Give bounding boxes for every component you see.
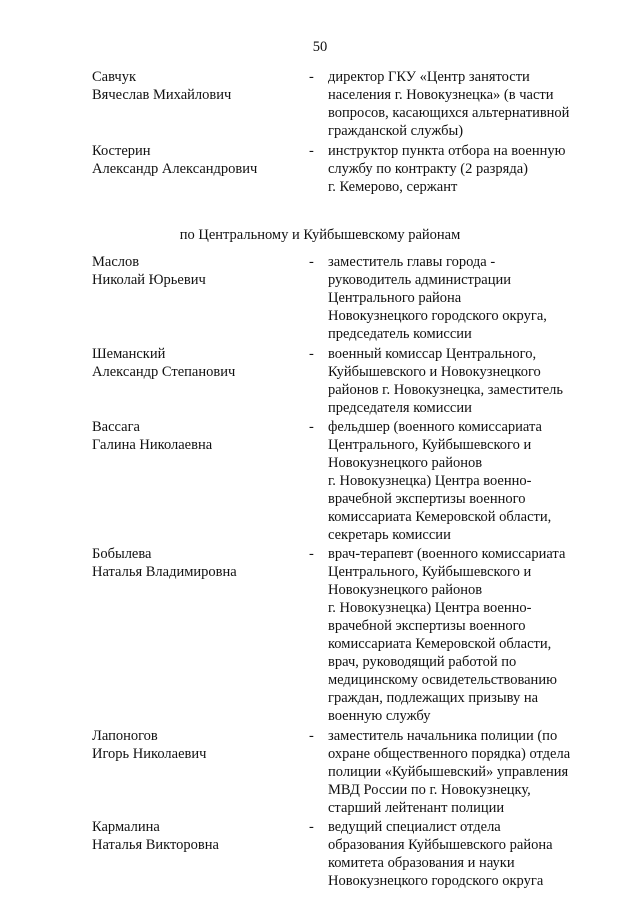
role-line: Новокузнецкого городского округа, <box>328 308 547 324</box>
member-surname: Шеманский <box>92 346 166 362</box>
role-line: МВД России по г. Новокузнецку, <box>328 782 531 798</box>
member-role <box>328 727 608 817</box>
member-given-names: Александр Александрович <box>92 161 258 177</box>
member-name <box>92 545 292 581</box>
role-line: Новокузнецкого районов <box>328 582 483 598</box>
separator-dash: - <box>309 254 314 270</box>
role-line: секретарь комиссии <box>328 527 451 543</box>
member-name <box>92 253 292 289</box>
member-given-names: Наталья Викторовна <box>92 837 219 853</box>
role-line: Центрального района <box>328 290 462 306</box>
role-line: населения г. Новокузнецка» (в части <box>328 87 554 103</box>
member-role <box>328 68 608 140</box>
member-name <box>92 727 292 763</box>
role-line: г. Кемерово, сержант <box>328 179 458 195</box>
member-given-names: Николай Юрьевич <box>92 272 206 288</box>
separator-dash: - <box>309 819 314 835</box>
role-line: образования Куйбышевского района <box>328 837 553 853</box>
role-line: врач-терапевт (военного комиссариата <box>328 546 566 562</box>
member-role <box>328 545 608 725</box>
role-line: комиссариата Кемеровской области, <box>328 509 552 525</box>
member-role <box>328 345 608 417</box>
member-name <box>92 345 292 381</box>
separator-dash: - <box>309 346 314 362</box>
member-role <box>328 418 608 544</box>
role-line: комитета образования и науки <box>328 855 515 871</box>
role-line: инструктор пункта отбора на военную <box>328 143 566 159</box>
member-surname: Лапоногов <box>92 728 158 744</box>
role-line: службу по контракту (2 разряда) <box>328 161 528 177</box>
role-line: вопросов, касающихся альтернативной <box>328 105 570 121</box>
role-line: председателя комиссии <box>328 400 472 416</box>
member-surname: Костерин <box>92 143 151 159</box>
separator-dash: - <box>309 728 314 744</box>
role-line: г. Новокузнецка) Центра военно- <box>328 600 532 616</box>
section-heading: по Центральному и Куйбышевскому районам <box>179 227 461 243</box>
role-line: заместитель начальника полиции (по <box>328 728 558 744</box>
page-number: 50 <box>312 39 328 55</box>
member-name <box>92 818 292 854</box>
role-line: председатель комиссии <box>328 326 472 342</box>
role-line: охране общественного порядка) отдела <box>328 746 571 762</box>
role-line: полиции «Куйбышевский» управления <box>328 764 569 780</box>
member-given-names: Вячеслав Михайлович <box>92 87 232 103</box>
role-line: Новокузнецкого районов <box>328 455 483 471</box>
role-line: Новокузнецкого городского округа <box>328 873 544 889</box>
role-line: военный комиссар Центрального, <box>328 346 537 362</box>
separator-dash: - <box>309 69 314 85</box>
member-given-names: Галина Николаевна <box>92 437 213 453</box>
role-line: фельдшер (военного комиссариата <box>328 419 542 435</box>
member-role <box>328 818 608 890</box>
member-surname: Бобылева <box>92 546 152 562</box>
role-line: руководитель администрации <box>328 272 512 288</box>
role-line: районов г. Новокузнецка, заместитель <box>328 382 564 398</box>
role-line: Центрального, Куйбышевского и <box>328 437 532 453</box>
role-line: заместитель главы города - <box>328 254 496 270</box>
member-surname: Маслов <box>92 254 140 270</box>
member-surname: Кармалина <box>92 819 160 835</box>
member-name <box>92 142 292 178</box>
member-role <box>328 253 608 343</box>
member-given-names: Наталья Владимировна <box>92 564 237 580</box>
role-line: ведущий специалист отдела <box>328 819 501 835</box>
member-role <box>328 142 608 196</box>
member-name <box>92 418 292 454</box>
role-line: старший лейтенант полиции <box>328 800 505 816</box>
role-line: военную службу <box>328 708 431 724</box>
role-line: г. Новокузнецка) Центра военно- <box>328 473 532 489</box>
separator-dash: - <box>309 143 314 159</box>
separator-dash: - <box>309 546 314 562</box>
role-line: Центрального, Куйбышевского и <box>328 564 532 580</box>
separator-dash: - <box>309 419 314 435</box>
member-name <box>92 68 292 104</box>
role-line: медицинскому освидетельствованию <box>328 672 557 688</box>
role-line: директор ГКУ «Центр занятости <box>328 69 530 85</box>
role-line: врачебной экспертизы военного <box>328 618 526 634</box>
role-line: Куйбышевского и Новокузнецкого <box>328 364 541 380</box>
role-line: врачебной экспертизы военного <box>328 491 526 507</box>
role-line: гражданской службы) <box>328 123 464 139</box>
member-given-names: Александр Степанович <box>92 364 236 380</box>
member-given-names: Игорь Николаевич <box>92 746 207 762</box>
role-line: граждан, подлежащих призыву на <box>328 690 539 706</box>
member-surname: Савчук <box>92 69 136 85</box>
role-line: комиссариата Кемеровской области, <box>328 636 552 652</box>
role-line: врач, руководящий работой по <box>328 654 517 670</box>
member-surname: Вассага <box>92 419 140 435</box>
